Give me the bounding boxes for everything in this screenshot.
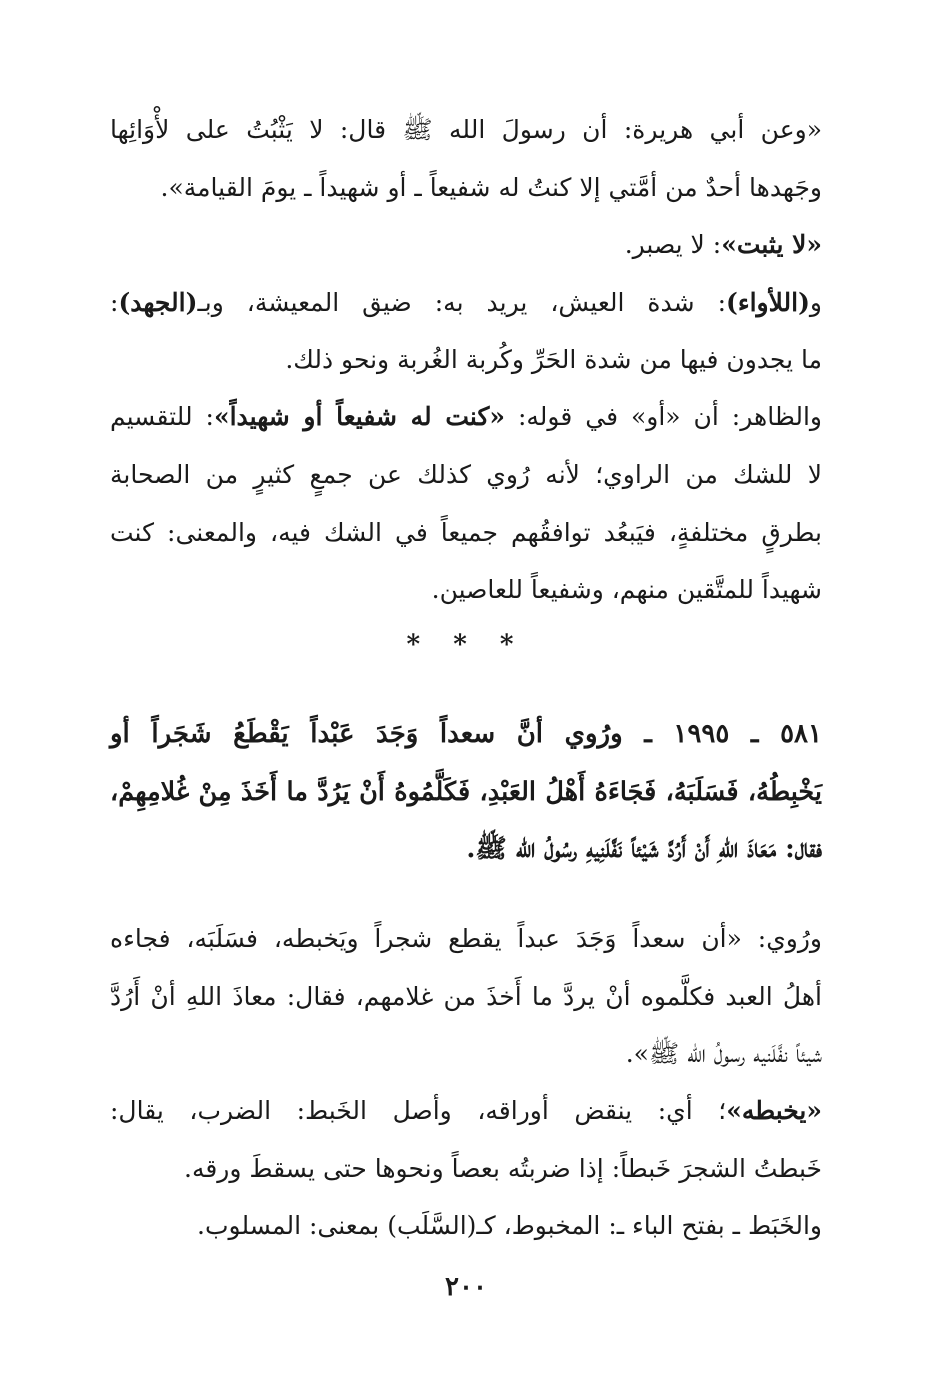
hadith-line-3: فقال: مَعَاذَ اللهِ أَنْ أَرُدَّ شَيْئاً نَفَّلَنِيهِ رسُولُ الله ﷺ. <box>466 834 822 864</box>
section-separator: * * * <box>406 630 526 660</box>
paragraph-2-line-3: بطرقٍ مختلفةٍ، فيَبعُد توافقُهم جميعاً في الشك فيه، والمعنى: كنت <box>110 518 822 547</box>
gloss-lawaa-line-1 <box>110 286 822 320</box>
paragraph-3-line-2: أهلُ العبد فكلَّموه أنْ يردَّ ما أَخذَ من غلامهم، فقال: معاذَ اللهِ أنْ أَرُدَّ <box>110 982 822 1011</box>
paragraph-3-line-3: شيئاً نفَّلَنيه رسولُ الله ﷺ». <box>625 1039 822 1068</box>
gloss-colon: : <box>110 288 119 317</box>
paragraph-2-continuation: : للتقسيم <box>110 402 214 431</box>
hadith-line-1: ٥٨١ ـ ١٩٩٥ ـ ورُوي أنَّ سعداً وَجَدَ عَبْداً يَقْطَعُ شَجَراً أو <box>110 719 822 749</box>
paragraph-2-line-1 <box>110 400 822 434</box>
gloss-la-yathbut <box>110 228 822 262</box>
paragraph-2-line-4: شهيداً للمتَّقين منهم، وشفيعاً للعاصين. <box>431 575 822 604</box>
gloss-yakhbituh-line-3: والخَبَط ـ بفتح الباء ـ: المخبوط، كـ(السَّلَب) بمعنى: المسلوب. <box>197 1211 822 1240</box>
gloss-term-jahd: (الجهد) <box>118 288 198 317</box>
hadith-line-2: يَخْبِطُهُ، فَسَلَبَهُ، فَجَاءَهُ أَهْلُ العَبْدِ، فَكَلَّمُوهُ أَنْ يَرُدَّ ما أَخَذَ مِنْ غُلامِهِمْ، <box>110 777 822 807</box>
gloss-definition: : لا يصبر. <box>624 230 722 259</box>
paragraph-1-line-2: وجَهدها أحدٌ من أمَّتي إلا كنتُ له شفيعاً ـ أو شهيداً ـ يومَ القيامة». <box>160 173 822 202</box>
paragraph-3-line-1: ورُوي: «أن سعداً وَجَدَ عبداً يقطع شجراً ويَخبطه، فسَلَبَه، فجاءه <box>110 924 822 953</box>
gloss-definition-yakhbituh: ؛ أي: ينقض أوراقه، وأصل الخَبط: الضرب، يقال: <box>110 1096 727 1125</box>
page-number: ٢٠٠ <box>445 1272 487 1302</box>
paragraph-2-line-2: لا للشك من الراوي؛ لأنه رُوي كذلك عن جمعٍ كثيرٍ من الصحابة <box>110 460 822 489</box>
paragraph-1-line-1: «وعن أبي هريرة: أن رسولَ الله ﷺ قال: لا يَثْبُتُ على لأْوَائِها <box>110 115 822 144</box>
gloss-yakhbituh-line-2: خَبطتُ الشجرَ خَبطاً: إذا ضربتُه بعصاً ونحوها حتى يسقطَ ورقه. <box>184 1154 822 1183</box>
gloss-definition-lawaa: : شدة العيش، يريد به: ضيق المعيشة، وبـ <box>197 288 726 317</box>
gloss-prefix: و <box>809 288 822 317</box>
gloss-yakhbituh-line-1 <box>110 1094 822 1128</box>
gloss-term-yakhbituh: «يخبطه» <box>726 1096 822 1125</box>
gloss-lawaa-line-2: ما يجدون فيها من شدة الحَرِّ وكُربة الغُربة ونحو ذلك. <box>285 345 822 374</box>
document-page <box>110 0 822 1377</box>
paragraph-2-intro: والظاهر: أن «أو» في قوله: <box>505 402 822 431</box>
quoted-phrase: «كنت له شفيعاً أو شهيداً» <box>213 402 505 431</box>
gloss-term-lawaa: (اللأواء) <box>726 288 810 317</box>
gloss-term: «لا يثبت» <box>721 230 822 259</box>
